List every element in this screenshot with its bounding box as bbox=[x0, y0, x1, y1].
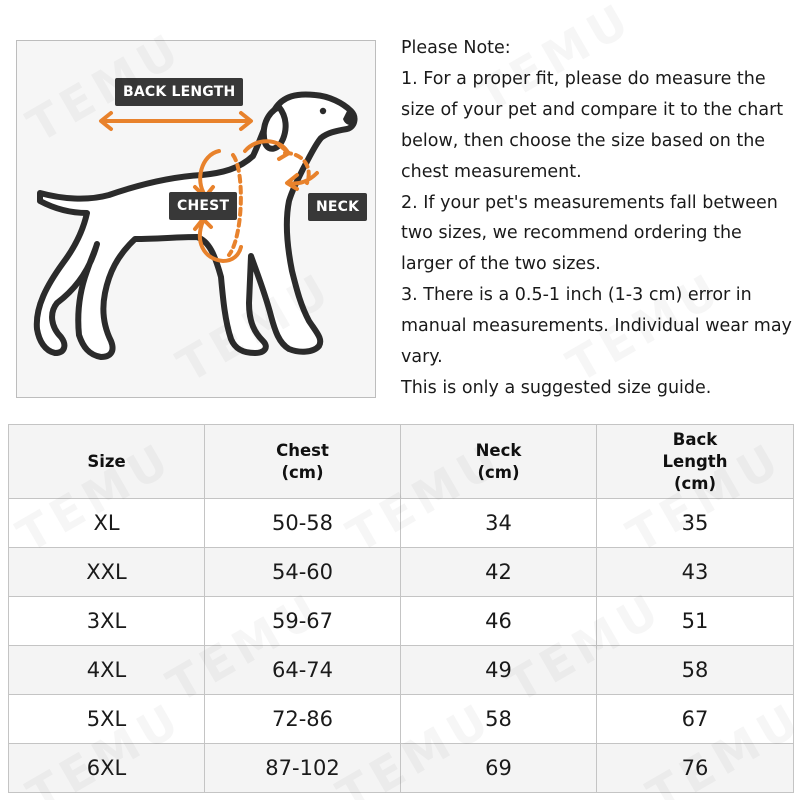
table-row bbox=[9, 499, 794, 548]
back-length-label: BACK LENGTH bbox=[115, 78, 243, 106]
size-notes bbox=[401, 33, 793, 404]
note-item-3: 3. There is a 0.5-1 inch (1-3 cm) error in manual measurements. Individual wear may vary. bbox=[401, 285, 792, 368]
cell-back: 67 bbox=[597, 695, 794, 744]
cell-neck: 42 bbox=[401, 548, 597, 597]
table-row bbox=[9, 597, 794, 646]
header-size: Size bbox=[9, 425, 205, 499]
cell-neck: 34 bbox=[401, 499, 597, 548]
note-item-1: 1. For a proper fit, please do measure the size of your pet and compare it to the chart below, then choose the size based on the chest measurement. bbox=[401, 68, 784, 182]
cell-size: 3XL bbox=[9, 597, 205, 646]
cell-chest: 64-74 bbox=[205, 646, 401, 695]
cell-chest: 59-67 bbox=[205, 597, 401, 646]
table-row bbox=[9, 744, 794, 793]
notes-footer: This is only a suggested size guide. bbox=[401, 377, 712, 398]
cell-back: 76 bbox=[597, 744, 794, 793]
header-chest: Chest (cm) bbox=[205, 425, 401, 499]
cell-chest: 54-60 bbox=[205, 548, 401, 597]
neck-label: NECK bbox=[308, 193, 367, 221]
table-header-row bbox=[9, 425, 794, 499]
size-chart-table bbox=[8, 424, 794, 793]
cell-neck: 69 bbox=[401, 744, 597, 793]
cell-size: 5XL bbox=[9, 695, 205, 744]
cell-size: XL bbox=[9, 499, 205, 548]
cell-back: 35 bbox=[597, 499, 794, 548]
note-item-2: 2. If your pet's measurements fall between two sizes, we recommend ordering the larger of the two sizes. bbox=[401, 192, 778, 275]
table-row bbox=[9, 548, 794, 597]
cell-back: 51 bbox=[597, 597, 794, 646]
cell-back: 43 bbox=[597, 548, 794, 597]
measurement-diagram bbox=[16, 40, 376, 398]
cell-size: XXL bbox=[9, 548, 205, 597]
cell-chest: 72-86 bbox=[205, 695, 401, 744]
cell-back: 58 bbox=[597, 646, 794, 695]
cell-size: 6XL bbox=[9, 744, 205, 793]
notes-heading: Please Note: bbox=[401, 38, 511, 58]
cell-neck: 46 bbox=[401, 597, 597, 646]
table-row bbox=[9, 646, 794, 695]
table-row bbox=[9, 695, 794, 744]
header-neck: Neck (cm) bbox=[401, 425, 597, 499]
cell-neck: 49 bbox=[401, 646, 597, 695]
header-back-length: Back Length (cm) bbox=[597, 425, 794, 499]
chest-label: CHEST bbox=[169, 192, 237, 220]
cell-size: 4XL bbox=[9, 646, 205, 695]
cell-neck: 58 bbox=[401, 695, 597, 744]
cell-chest: 50-58 bbox=[205, 499, 401, 548]
cell-chest: 87-102 bbox=[205, 744, 401, 793]
